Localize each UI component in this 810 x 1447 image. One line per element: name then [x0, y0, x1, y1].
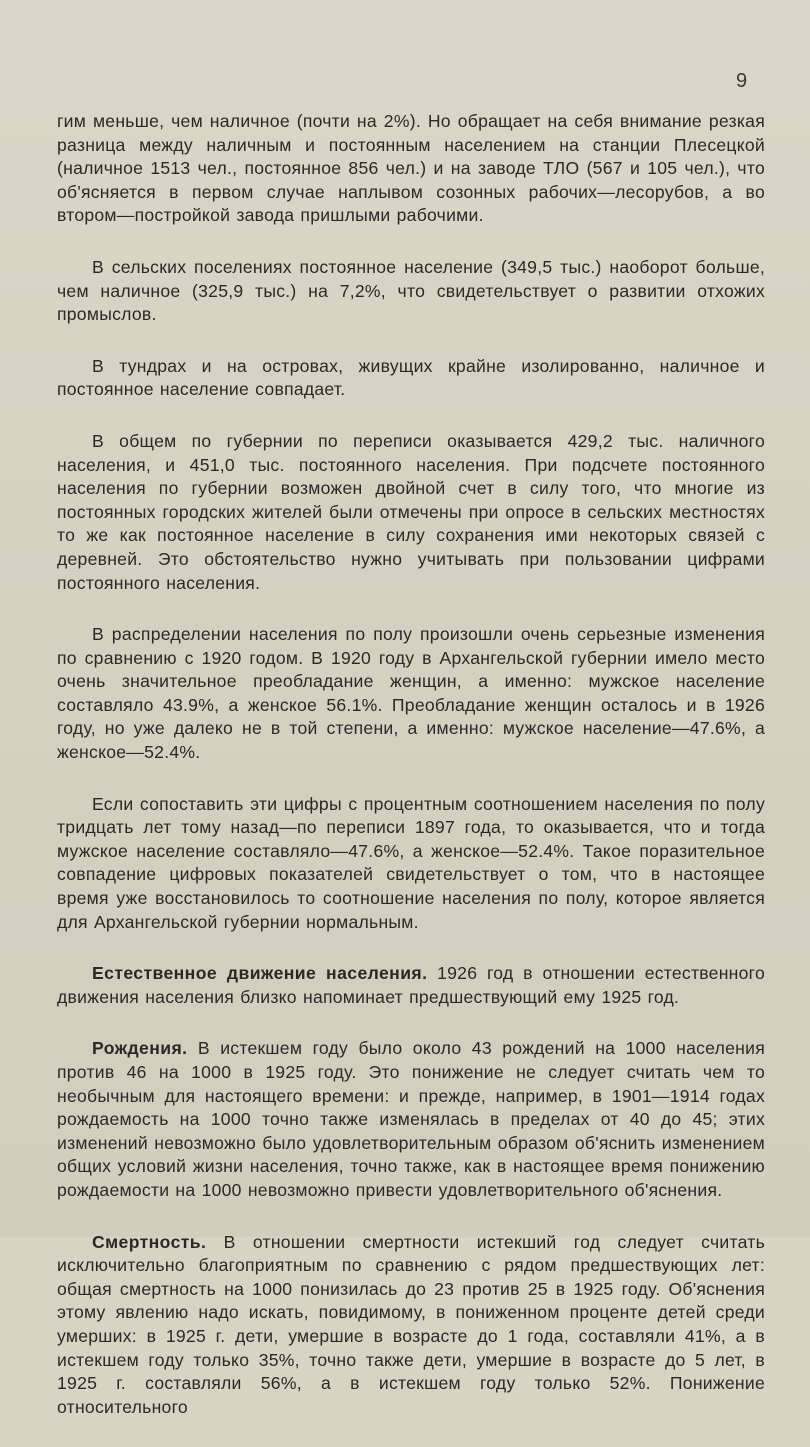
section-heading-births: Рождения.	[92, 1038, 188, 1059]
paragraph-8-text: В истекшем году было около 43 рождений на 1000 населения против 46 на 1000 в 1925 году. Это понижение не следует считать чем то необычным для настоящего времени: и прежде, например, в 1901—1914 годах рождаемость на 1000 точно также изменялась в пределах от 40 до 45; этих изменений невозможно было удовлетворительным образом об'яснить изменением общих условий жизни населения, точно также, как в настоящее время понижению рождаемости на 1000 невозможно привести удовлетворительного об'яснения.	[57, 1038, 765, 1200]
page-number: 9	[736, 70, 748, 92]
paragraph-2-text: В сельских поселениях постоянное население (349,5 тыс.) наоборот больше, чем наличное (325,9 тыс.) на 7,2%, что свидетельствует о развитии отхожих промыслов.	[57, 256, 765, 325]
paragraph-6-text: Если сопоставить эти цифры с процентным соотношением населения по полу тридцать лет тому назад—по переписи 1897 года, то оказывается, что и тогда мужское население составляло—47.6%, а женское—52.4%. Такое поразительное совпадение цифровых показателей свидетельствует о том, что в настоящее время уже восстановилось то соотношение населения по полу, которое является для Архангельской губернии нормальным.	[57, 793, 765, 932]
paragraph-3	[57, 355, 765, 402]
section-heading-natural-movement: Естественное движение населения.	[92, 963, 428, 984]
section-heading-mortality: Смертность.	[92, 1231, 207, 1252]
paragraph-7	[57, 962, 765, 1009]
paragraph-2	[57, 256, 765, 327]
paragraph-5-text: В распределении населения по полу произошли очень серьезные изменения по сравнению с 1920 годом. В 1920 году в Архангельской губернии имело место очень значительное преобладание женщин, а именно: мужское население составляло 43.9%, а женское 56.1%. Преобладание женщин осталось и в 1926 году, но уже далеко не в той степени, а именно: мужское население—47.6%, а женское—52.4%.	[57, 624, 765, 763]
paragraph-3-text: В тундрах и на островах, живущих крайне изолированно, наличное и постоянное население совпадает.	[57, 355, 765, 400]
paragraph-8	[57, 1037, 765, 1202]
paragraph-1-text: гим меньше, чем наличное (почти на 2%). Но обращает на себя внимание резкая разница между наличным и постоянным населением на станции Плесецкой (наличное 1513 чел., постоянное 856 чел.) и на заводе ТЛО (567 и 105 чел.), что об'ясняется в первом случае наплывом созонных рабочих—лесорубов, а во втором—постройкой завода пришлыми рабочими.	[57, 111, 765, 226]
paragraph-4-text: В общем по губернии по переписи оказывается 429,2 тыс. наличного населения, и 451,0 тыс. постоянного населения. При подсчете постоянного населения по губернии возможен двойной счет в силу того, что многие из постоянных городских жителей были отмечены при опросе в сельских местностях то же как постоянное население в силу сохранения ими некоторых связей с деревней. Это обстоятельство нужно учитывать при пользовании цифрами постоянного населения.	[57, 430, 765, 593]
paragraph-5	[57, 623, 765, 765]
paragraph-7-text: 1926 год в отношении естественного движения населения близко напоминает предшествующий ему 1925 год.	[57, 963, 765, 1007]
paragraph-4	[57, 430, 765, 595]
paragraph-9-text: В отношении смертности истекший год следует считать исключительно благоприятным по сравнению с рядом предшествующих лет: общая смертность на 1000 понизилась до 23 против 25 в 1925 году. Об'яснения этому явлению надо искать, повидимому, в пониженном проценте детей среди умерших: в 1925 г. дети, умершие в возрасте до 1 года, составляли 41%, а в истекшем году только 35%, точно также дети, умершие в возрасте до 5 лет, в 1925 г. составляли 56%, а в истекшем году только 52%. Понижение относительного	[57, 1231, 765, 1417]
paragraph-6	[57, 793, 765, 935]
paragraph-9	[57, 1231, 765, 1420]
body-text	[57, 110, 765, 1447]
paragraph-1	[57, 110, 765, 228]
